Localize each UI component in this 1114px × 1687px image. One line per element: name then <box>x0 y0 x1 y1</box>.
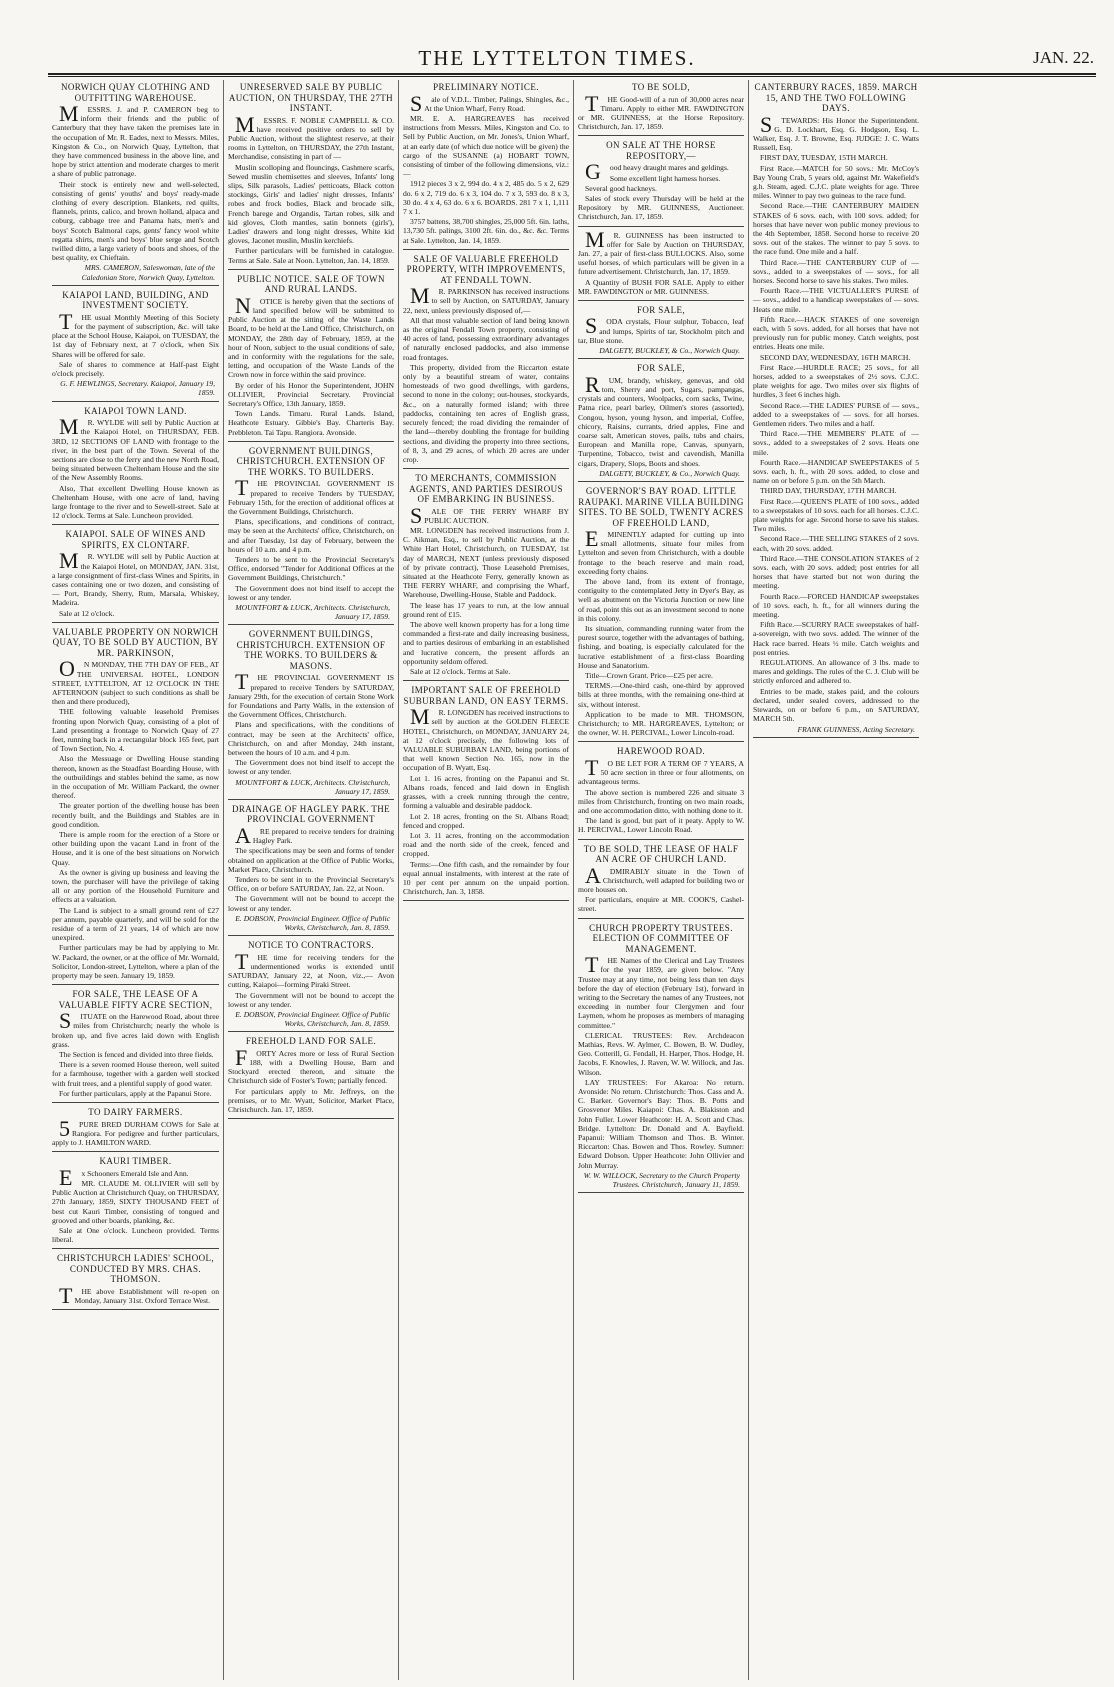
ad-paragraph: Sale at 12 o'clock. Terms at Sale. <box>410 667 511 677</box>
ad-paragraph: Sale of V.D.L. Timber, Palings, Shingles, &c., At the Union Wharf, Ferry Road. <box>410 90 569 116</box>
ad-paragraph: As the owner is giving up business and leaving the town, the purchaser will have the privilege of taking all or any portion of the Household Furniture and effects at a valuation. <box>52 867 219 905</box>
ad-paragraph: Plans and specifications, with the conditions of contract, may be seen at the Architects' office, Christchurch, on and after Monday, 24th instant, between the hours of 10 a.m. and 4 p.m. <box>228 720 394 757</box>
ad-heading: FOR SALE, <box>636 363 686 374</box>
advertisement <box>52 529 219 622</box>
ad-paragraph: Sale at 12 o'clock. <box>59 608 115 618</box>
ad-paragraph: The land is good, but part of it peaty. Apply to W. H. PERCIVAL, Lower Lincoln Road. <box>578 816 744 835</box>
ad-paragraph: The above well known property has for a long time commanded a first-rate and daily increasing business, and to parties desirous of embarking in an established and lucrative concern, the present affords an opportunity seldom offered. <box>403 620 569 666</box>
ad-paragraph: MESSRS. J. and P. CAMERON beg to inform their friends and the public of Canterbury that they have taken the premises late in the occupation of Mr. R. Eades, next to Messrs. Miles, Kingston & Co., on Norwich Quay, Lyttelton, that they have commenced business in the above line, and hope by strict attention and moderate charges to merit a share of public patronage. <box>52 101 219 179</box>
ad-heading: GOVERNMENT BUILDINGS, CHRISTCHURCH. EXTENSION OF THE WORKS. TO BUILDERS. <box>236 445 386 477</box>
ad-paragraph: For particulars apply to Mr. Jeffreys, on the premises, or to Mr. Wyatt, Solicitor, Market Place, Christchurch. Jan. 17, 1859. <box>228 1086 394 1115</box>
ad-paragraph: The Government does not bind itself to accept the lowest or any tender. <box>228 758 394 777</box>
ad-paragraph: Third Race.—THE CANTERBURY CUP of — sovs., added to a sweepstakes of — sovs., for all horses. Second horse to save his stakes. Two miles. <box>753 257 919 285</box>
masthead <box>0 42 1114 72</box>
column-5 <box>748 80 923 1680</box>
advertisement <box>228 804 394 936</box>
ad-heading: TO BE SOLD, THE LEASE OF HALF AN ACRE OF CHURCH LAND. <box>583 843 739 865</box>
ad-paragraph: Entries to be made, stakes paid, and the colours declared, under sealed covers, addressed to the Stewards, on or before 6 p.m., on SATURDAY, MARCH 5th. <box>753 686 919 724</box>
ad-heading: UNRESERVED SALE BY PUBLIC AUCTION, ON THURSDAY, THE 27TH INSTANT. <box>228 82 394 113</box>
ad-paragraph: The above land, from its extent of frontage, contiguity to the contemplated Jetty in Dyer's Bay, as well as abutment on the Victoria Junction or new line of road, point this out as an investment second to none in this colony. <box>578 577 744 623</box>
ad-paragraph: A Quantity of BUSH FOR SALE. Apply to either MR. FAWDINGTON or MR. GUINNESS. <box>578 277 744 296</box>
advertisement <box>228 274 394 442</box>
ad-paragraph: Third Race.—THE MEMBERS' PLATE of — sovs., added to a sweepstakes of 2 sovs. Heats one mile. <box>753 429 919 457</box>
ad-paragraph: ADMIRABLY situate in the Town of Christchurch, well adapted for building two or more houses on. <box>578 862 744 894</box>
ad-paragraph: MR. LONGDEN has received instructions to sell by auction at the GOLDEN FLEECE HOTEL, Christchurch, on MONDAY, JANUARY 24, at 12 o'clock precisely, the following lots of VALUABLE SUBURBAN LAND, being portions of that well known Section No. 165, now in the occupation of B. Wyatt, Esq. <box>403 704 569 773</box>
ad-paragraph: First Race.—HURDLE RACE; 25 sovs., for all horses, added to a sweepstakes of 2½ sovs. C.J.C. plate weights for age. Two miles over six flights of hurdles, 3 feet 6 inches high. <box>753 362 919 400</box>
masthead-rule <box>48 73 1096 75</box>
ad-signature: DALGETY, BUCKLEY, & Co., Norwich Quay. <box>599 346 740 356</box>
ad-paragraph: By order of his Honor the Superintendent, JOHN OLLIVIER, Provincial Secretary. Provincial Secretary's Office, 13th January, 1859. <box>228 380 394 408</box>
advertisement <box>578 486 744 742</box>
advertisement <box>52 627 219 985</box>
ad-paragraph: Good heavy draught mares and geldings. <box>585 159 729 185</box>
ad-paragraph: FORTY Acres more or less of Rural Section 188, with a Dwelling House, Barn and Stockyard erected thereon, and situate the Christchurch side of Foster's Town; partially fenced. <box>228 1044 394 1086</box>
ad-heading: TO BE SOLD, <box>632 82 690 92</box>
ad-paragraph: Sales of stock every Thursday will be held at the Repository by MR. GUINNESS, Auctioneer. Christchurch, Jan. 17, 1859. <box>578 193 744 222</box>
ad-signature: W. W. WILLOCK, Secretary to the Church Property Trustees. Christchurch, January 11, 1859. <box>583 1170 740 1189</box>
ad-paragraph: THE above Establishment will re-open on Monday, January 31st. Oxford Terrace West. <box>59 1282 219 1308</box>
ad-paragraph: For further particulars, apply at the Papanui Store. <box>59 1088 212 1098</box>
advertisement <box>403 82 569 250</box>
ad-heading: GOVERNOR'S BAY ROAD. LITTLE RAUPAKI. MARINE VILLA BUILDING SITES. TO BE SOLD, TWENTY ACRES OF FREEHOLD LAND, <box>578 486 744 528</box>
ad-paragraph: The greater portion of the dwelling house has been recently built, and the Buildings and Stables are in good condition. <box>52 801 219 829</box>
ad-paragraph: Further particulars will be furnished in catalogue. Terms at Sale. Sale at Noon. Lyttelton, Jan. 14, 1859. <box>228 246 394 265</box>
ad-paragraph: MR. E. A. HARGREAVES has received instructions from Messrs. Miles, Kingston and Co. to Sell by Public Auction, on Mr. Jones's, Union Wharf, at an early date (of which due notice will be given) the cargo of the SUSANNE (a) HOBART TOWN, consisting of timber of the following dimensions, viz.:— <box>403 113 569 179</box>
ad-paragraph: The Section is fenced and divided into three fields. <box>59 1050 214 1060</box>
ad-heading: FOR SALE, <box>636 304 686 315</box>
ad-paragraph: Town Lands. Timaru. Rural Lands. Island, Heathcote Estuary. Gibbie's Bay. Charteris Bay. Prebbleton. Tai Tapu. Rangiora. Avonside. <box>228 409 394 437</box>
ad-heading: NOTICE TO CONTRACTORS. <box>247 940 375 951</box>
ad-paragraph: The Land is subject to a small ground rent of £27 per annum, payable quarterly, and will be sold for the residue of a term of 21 years, 14 of which are now unexpired. <box>52 905 219 943</box>
ad-heading: CANTERBURY RACES, 1859. MARCH 15, AND THE TWO FOLLOWING DAYS. <box>754 82 918 113</box>
ad-paragraph: Third Race.—THE CONSOLATION STAKES of 2 sovs. each, with 20 sovs. added; post entries for all horses that have started but not won during the meeting. <box>753 553 919 591</box>
ad-paragraph: MR. WYLDE will sell by Public Auction at the Kaiapoi Hotel, on THURSDAY, FEB. 3RD, 12 SECTIONS OF LAND with frontage to the river, in the best part of the Town. Several of the sections are close to the ferry and the new North Road, being situated between Cheltenham House and the site of the New Assembly Rooms. <box>52 414 219 483</box>
ad-paragraph: 3757 battens, 38,700 shingles, 25,000 5ft. 6in. laths, 13,730 5ft. palings, 3100 2ft. 6in. do., &c. &c. Terms at Sale. Lyttelton, Jan. 14, 1859. <box>403 217 569 245</box>
advertisement <box>578 746 744 839</box>
ad-paragraph: Also, That excellent Dwelling House known as Cheltenham House, with one acre of land, having large frontage to the river and to Sewell-street. Sale at 12 o'clock. Terms at Sale. Luncheon provided. <box>52 483 219 521</box>
advertisement <box>52 1107 219 1152</box>
advertisement <box>578 305 744 359</box>
ad-heading: PUBLIC NOTICE. SALE OF TOWN AND RURAL LANDS. <box>237 273 385 295</box>
advertisement <box>578 844 744 919</box>
ad-paragraph: First Race.—QUEEN'S PLATE of 100 sovs., added to a sweepstakes of 10 sovs. each for all horses. C.J.C. plate weights for age. Second horse to save his stakes. Two miles. <box>753 496 919 534</box>
ad-paragraph: Fourth Race.—THE VICTUALLER'S PURSE of — sovs., added to a handicap sweepstakes of — sovs. Heats one mile. <box>753 286 919 314</box>
ad-paragraph: Lot 1. 16 acres, fronting on the Papanui and St. Albans roads, fenced and laid down in English grasses, with a creek running through the centre, forming a valuable and desirable paddock. <box>403 773 569 811</box>
ad-paragraph: THE Good-will of a run of 30,000 acres near Timaru. Apply to either MR. FAWDINGTON or MR. GUINNESS, at the Horse Repository. Christchurch, Jan. 17, 1859. <box>578 90 744 132</box>
ad-paragraph: Sale at One o'clock. Luncheon provided. Terms liberal. <box>52 1225 219 1245</box>
ad-paragraph: This property, divided from the Riccarton estate only by a beautiful stream of water, contains homesteads of two good dwellings, with gardens, second to none in the colony; out-houses, stockyards, &c., on a naturally formed island; with three paddocks, containing ten acres of English grass, securely fenced; the road dividing the remainder of the land—thereby doubling the frontage for building sections, and dividing the property into three sections, of 8, 3, and 29 acres, of which 20 acres are under crop. <box>403 362 569 464</box>
masthead-rule-thin <box>48 76 1096 77</box>
ad-paragraph: FIRST DAY, TUESDAY, 15TH MARCH. <box>760 153 888 163</box>
ad-heading: KAURI TIMBER. <box>99 1156 172 1167</box>
advertisement <box>52 1253 219 1310</box>
ad-paragraph: ON MONDAY, THE 7TH DAY OF FEB., AT THE UNIVERSAL HOTEL, LONDON STREET, LYTTELTON, AT 12 O'CLOCK IN THE AFTERNOON (subject to such conditions as shall be then and there produced), <box>52 656 219 707</box>
column-2 <box>223 80 398 1680</box>
advertisement <box>228 1036 394 1119</box>
ad-heading: KAIAPOI. SALE OF WINES AND SPIRITS, EX CLONTARF. <box>65 529 206 550</box>
ad-paragraph: 1912 pieces 3 x 2, 994 do. 4 x 2, 485 do. 5 x 2, 629 do. 6 x 2, 719 do. 6 x 3, 104 do. 7 x 3, 593 do. 8 x 3, 30 do. 4 x 4, 63 do. 6 x 6. BOARDS. 281 7 x 1, 1,111 7 x 1. <box>403 179 569 216</box>
ad-paragraph: THE PROVINCIAL GOVERNMENT IS prepared to receive Tenders by TUESDAY, February 15th, for the erection of additional offices at the Government Buildings, Christchurch. <box>228 475 394 516</box>
ad-paragraph: MR. WYLDE will sell by Public Auction at the Kaiapoi Hotel, on MONDAY, JAN. 31st, a large consignment of first-class Wines and Spirits, in cases containing one or two dozen, and consisting of — Port, Brandy, Sherry, Rum, Marsala, Whiskey, Madeira. <box>52 548 219 608</box>
advertisement <box>52 1156 219 1249</box>
ad-paragraph: Sale of shares to commence at Half-past Eight o'clock precisely. <box>52 359 219 379</box>
ad-signature: G. F. HEWLINGS, Secretary. Kaiapoi, January 19, 1859. <box>60 379 215 398</box>
ad-paragraph: ARE prepared to receive tenders for draining Hagley Park. <box>235 822 394 848</box>
ad-paragraph: THE PROVINCIAL GOVERNMENT IS prepared to receive Tenders by SATURDAY, January 29th, for the execution of certain Stone Work for Foundations and Party Walls, in the extension of the Government Offices, Christchurch. <box>228 669 394 720</box>
ad-paragraph: Some excellent light harness horses. <box>609 173 721 183</box>
ad-heading: FREEHOLD LAND FOR SALE. <box>245 1036 377 1047</box>
advertisement <box>228 629 394 800</box>
ad-signature: MOUNTFORT & LUCK, Architects. Christchurch, January 17, 1859. <box>235 602 390 622</box>
issue-date: JAN. 22. <box>1033 48 1094 67</box>
ad-heading: GOVERNMENT BUILDINGS, CHRISTCHURCH. EXTENSION OF THE WORKS. TO BUILDERS & MASONS. <box>236 629 386 671</box>
ad-paragraph: Lot 2. 18 acres, fronting on the St. Albans Road; fenced and cropped. <box>403 811 569 830</box>
ad-paragraph: There is ample room for the erection of a Store or other building upon the vacant Land in front of the House, and it is one of the best situations on Norwich Quay. <box>52 830 219 867</box>
ad-paragraph: SECOND DAY, WEDNESDAY, 16TH MARCH. <box>760 352 911 362</box>
ad-paragraph: CLERICAL TRUSTEES: Rev. Archdeacon Mathias, Revs. W. Aylmer, C. Bowen, B. W. Dudley, Geo. Cotterill, G. Fendall, H. Harper, Thos. Hodge, H. Jacobs, F. Knowles, J. Raven, W. W. Willock, and Jas. Wilson. <box>578 1030 744 1077</box>
advertisement <box>578 226 744 301</box>
advertisement <box>228 82 394 270</box>
ad-paragraph: SODA crystals, Flour sulphur, Tobacco, leaf and lumps, Spirits of tar, Stockholm pitch and tar, Blue stone. <box>578 313 744 345</box>
ad-paragraph: First Race.—MATCH for 50 sovs.: Mr. McCoy's Bay Young Crab, 5 years old, against Mr. Wakefield's g.h. Steam, aged. C.J.C. plate weights for age. Three miles. Winner to pay two guineas to the race fund. <box>753 163 919 201</box>
advertisement <box>753 82 919 738</box>
advertisement <box>578 363 744 482</box>
ad-paragraph: MR. LONGDEN has received instructions from J. C. Aikman, Esq., to sell by Public Auction, at the White Hart Hotel, Christchurch, on TUESDAY, 1st day of MARCH, NEXT (unless previously disposed of by private contract), Those Leasehold Premises, situated at the Heathcote Ferry, generally known as THE FERRY WHARF, and comprising the Wharf, Warehouse, Dwelling-House, Stable and Paddock. <box>403 526 569 600</box>
advertisement <box>578 140 744 226</box>
ad-paragraph: TO BE LET FOR A TERM OF 7 YEARS, A 50 acre section in three or four allotments, on advantageous terms. <box>578 754 744 787</box>
ad-signature: MRS. CAMERON, Saleswoman, late of the Caledonian Store, Norwich Quay, Lyttelton. <box>81 263 215 282</box>
ad-paragraph: All that most valuable section of land being known as the original Fendall Town property, consisting of 40 acres of land, possessing extraordinary advantages of naturally enclosed paddocks, and also immense road frontages. <box>403 315 569 362</box>
ad-paragraph: STEWARDS: His Honor the Superintendent. G. D. Lockhart, Esq. G. Hodgson, Esq. L. Walker, Esq. J. T. Browne, Esq. JUDGE: J. C. Watts Russell, Esq. <box>753 111 919 153</box>
ad-heading: FOR SALE, THE LEASE OF A VALUABLE FIFTY ACRE SECTION, <box>58 989 213 1010</box>
column-3 <box>398 80 573 1680</box>
advertisement <box>52 82 219 286</box>
ad-paragraph: Fourth Race.—HANDICAP SWEEPSTAKES of 5 sovs. each, h. ft., with 20 sovs. added, to close and name on or before 5 p.m. on the 5th March. <box>753 457 919 486</box>
ad-paragraph: Ex Schooners Emerald Isle and Ann. <box>59 1164 189 1190</box>
ad-paragraph: 5PURE BRED DURHAM COWS for Sale at Rangiora. For pedigree and further particulars, apply to J. HAMILTON WARD. <box>52 1115 219 1147</box>
advertisement <box>52 290 219 402</box>
advertisement <box>403 685 569 901</box>
ad-paragraph: Also the Messuage or Dwelling House standing thereon, known as the Steadfast Boarding House, with the outbuildings and stables behind the same, as now in the occupation of Mr. William Packard, the owner thereof. <box>52 754 219 801</box>
ad-heading: CHURCH PROPERTY TRUSTEES. ELECTION OF COMMITTEE OF MANAGEMENT. <box>589 922 733 954</box>
ad-paragraph: MR. PARKINSON has received instructions to sell by Auction, on SATURDAY, January 22, next, unless previously disposed of,— <box>403 283 569 315</box>
ad-paragraph: Its situation, commanding running water from the purest source, together with the advantages of bathing, fishing, and boating, is especially calculated for the lucrative establishment of a first-class Boarding House and Sanatorium. <box>578 624 744 670</box>
ad-paragraph: Further particulars may be had by applying to Mr. W. Packard, the owner, or at the office of Mr. Wornald, Solicitor, London-street, Lyttelton, where a plan of the property may be seen. January 19, 1859. <box>52 943 220 981</box>
ad-paragraph: MR. GUINNESS has been instructed to offer for Sale by Auction on THURSDAY, Jan. 27, a pair of first-class BULLOCKS. Also, some useful horses, of which particulars will be given in a future advertisement. Christchurch, Jan. 17, 1859. <box>578 226 744 277</box>
ad-paragraph: Terms:—One fifth cash, and the remainder by four equal annual instalments, with interest at the rate of 10 per cent per annum on the unpaid portion. Christchurch, Jan. 3, 1858. <box>403 859 569 897</box>
ad-heading: DRAINAGE OF HAGLEY PARK. THE PROVINCIAL GOVERNMENT <box>231 803 391 825</box>
ad-paragraph: Plans, specifications, and conditions of contract, may be seen at the Architects' office, Christchurch, on and after Tuesday, 1st day of February, between the hours of 10 a.m. and 4 p.m. <box>228 517 394 554</box>
ad-paragraph: The Government will not be bound to accept the lowest or any tender. <box>228 894 394 913</box>
ad-paragraph: Several good hackneys. <box>585 183 657 193</box>
ad-paragraph: SALE OF THE FERRY WHARF BY PUBLIC AUCTION. <box>410 502 569 528</box>
ad-heading: NORWICH QUAY CLOTHING AND OUTFITTING WAREHOUSE. <box>60 82 211 103</box>
column-1 <box>48 80 223 1680</box>
advertisement <box>403 473 569 681</box>
ad-paragraph: THE usual Monthly Meeting of this Society for the payment of subscription, &c. will take place at the School House, Kaiapoi, on TUESDAY, the 1st day of February next, at 7 o'clock, when Six Shares will be offered for sale. <box>52 308 219 359</box>
ad-heading: ON SALE AT THE HORSE REPOSITORY,— <box>606 140 716 161</box>
columns <box>48 80 1096 1680</box>
ad-paragraph: SITUATE on the Harewood Road, about three miles from Christchurch; nearly the whole is broken up, and five acres laid down with English grass. <box>52 1008 219 1049</box>
ad-paragraph: For particulars, enquire at MR. COOK'S, Cashel-street. <box>578 895 744 914</box>
ad-paragraph: THE time for receiving tenders for the undermentioned works is extended until SATURDAY, January 22, at Noon, viz.,— Avon cutting, Kaiapoi—forming Piraki Street. <box>228 948 394 990</box>
ad-paragraph: LAY TRUSTEES: For Akaroa: No return. Avonside: No return. Christchurch: Thos. Cass and A. C. Barker. Governor's Bay: Thos. B. Potts and Grosvenor Miles. Kaiapoi: Chas. A. Blakiston and John Fuller. Lower Heathcote: H. A. Scott and Chas. Bridge. Lyttelton: Dr. Donald and A. Bayfield. Papanui: William Thomson and Thos. B. Winter. Riccarton: Chas. Bowen and Thos. Rowley. Sumner: Edward Dobson. Upper Heathcote: John Ollivier and John Murray. <box>578 1077 744 1170</box>
advertisement <box>52 989 219 1103</box>
column-4 <box>573 80 748 1680</box>
ad-paragraph: Title—Crown Grant. Price—£25 per acre. <box>585 671 713 681</box>
ad-paragraph: THE Names of the Clerical and Lay Trustees for the year 1859, are given below. "Any Trustee may at any time, not being less than ten days before the day of election (February 1st), forward in writing to the Secretary the names of any Trustees, not exceeding in number four Clergymen and four Laymen, whom he proposes as members of managing committee." <box>578 952 744 1030</box>
ad-paragraph: The lease has 17 years to run, at the low annual ground rent of £15. <box>403 600 569 619</box>
ad-signature: FRANK GUINNESS, Acting Secretary. <box>797 724 915 734</box>
ad-paragraph: Muslin scolloping and flouncings, Cashmere scarfs, Sewed muslin chemisettes and sleeves, Infants' long slips, Silk parasols, Ladies' petticoats, Black cotton stockings, Girls' and ladies' night dresses, Infants' robes and frock bodies, Black and brocade silk, French barege and Organdis, Tartan robes, silk and kid gloves, Cloth mantles, satin bonnets (girls'), Ladies' drawers and long night dresses, White kid gloves, Jaconet muslin, Muslin kerchiefs. <box>228 162 394 246</box>
ad-signature: E. DOBSON, Provincial Engineer. Office of Public Works, Christchurch, Jan. 8, 1859. <box>235 1009 390 1029</box>
ad-heading: SALE OF VALUABLE FREEHOLD PROPERTY, WITH IMPROVEMENTS, AT FENDALL TOWN. <box>406 253 566 285</box>
ad-paragraph: EMINENTLY adapted for cutting up into small allotments, situate four miles from Lyttelton and seven from Christchurch, with a double frontage to the beach reserve and main road, exceeding forty chains. <box>578 526 744 576</box>
ad-paragraph: MR. CLAUDE M. OLLIVIER will sell by Public Auction at Christchurch Quay, on THURSDAY, 27th January, 1859, SIXTY THOUSAND FEET of best cut Kauri Timber, consisting of tongued and grooved and other boards, planking, &c. <box>52 1178 219 1225</box>
ad-signature: E. DOBSON, Provincial Engineer. Office of Public Works, Christchurch, Jan. 8, 1859. <box>235 913 390 933</box>
ad-heading: PRELIMINARY NOTICE. <box>433 82 539 92</box>
ad-paragraph: TERMS.—One-third cash, one-third by approved bills at three months, with the remaining one-third at six, without interest. <box>578 681 744 709</box>
advertisement <box>228 940 394 1032</box>
ad-paragraph: THIRD DAY, THURSDAY, 17TH MARCH. <box>760 486 897 496</box>
ad-paragraph: REGULATIONS. An allowance of 3 lbs. made to mares and geldings. The rules of the C. J. Club will be strictly enforced and adhered to. <box>753 658 919 686</box>
ad-heading: HAREWOOD ROAD. <box>616 746 706 757</box>
ad-heading: CHRISTCHURCH LADIES' SCHOOL, CONDUCTED BY MRS. CHAS. THOMSON. <box>56 1253 215 1285</box>
ad-paragraph: Application to be made to MR. THOMSON, Christchurch; to MR. HARGREAVES, Lyttelton; or the owner, W. H. PERCIVAL, Lower Lincoln-road. <box>578 709 744 738</box>
ad-paragraph: Second Race.—THE LADIES' PURSE of — sovs., added to a sweepstakes of — sovs. for all horses. Gentlemen riders. Two miles and a half. <box>753 400 919 428</box>
advertisement <box>403 254 569 469</box>
ad-paragraph: The Government will not be bound to accept the lowest or any tender. <box>228 990 394 1009</box>
ad-paragraph: Second Race.—THE CANTERBURY MAIDEN STAKES of 6 sovs. each, with 100 sovs. added; for horses that have never won public money previous to the 4th September, 1858. Second horse to receive 20 sovs. out of the stakes. The winner to pay 5 sovs. to the race fund. One mile and a half. <box>753 201 919 257</box>
ad-paragraph: Fifth Race.—HACK STAKES of one sovereign each, with 5 sovs. added, for all horses that have not previously run for public money. Catch weights, post entries. Heats one mile. <box>753 314 919 352</box>
advertisement <box>228 446 394 626</box>
ad-paragraph: There is a seven roomed House thereon, well suited for a farmhouse, together with a garden well stocked with fruit trees, and a plentiful supply of good water. <box>52 1060 219 1088</box>
ad-paragraph: Their stock is entirely new and well-selected, consisting of gents' youths' and boys' ready-made clothing of every description. Blankets, red quilts, flannels, prints, calico, and brown holland, alpaca and coburg, cabbage tree and Panama hats, men's and boys' Scotch Balmoral caps, gents' fancy wool white regatta shirts, men's and boys' blue serge and Scotch twilled ditto, a large variety of boots and shoes, of the best quality, ex Chieftain. <box>52 179 219 263</box>
ad-paragraph: RUM, brandy, whiskey, genevas, and old tom, Sherry and port, Sugars, pampangas, crystals and counters, Woolpacks, corn sacks, Twine, Patna rice, pearl barley, Oilmen's stores (assorted), Congou, hyson, young hyson, and imperial, Coffee, chicory, Raisins, currants, dried apples, Fine and coarse salt, American stoves, pails, tubs and chairs, European and Manilla rope, Canvas, spunyarn, Turpentine, Tobacco, twist and cavendish, Manilla cigars, Drapery, Slops, Boots and shoes. <box>578 371 744 468</box>
ad-paragraph: Tenders to be sent in to the Provincial Secretary's Office, on or before SATURDAY, Jan. 22, at Noon. <box>228 875 394 894</box>
ad-paragraph: The Government does not bind itself to accept the lowest or any tender. <box>228 583 394 602</box>
ad-heading: KAIAPOI LAND, BUILDING, AND INVESTMENT SOCIETY. <box>62 289 209 311</box>
advertisement <box>52 406 219 526</box>
ad-heading: VALUABLE PROPERTY ON NORWICH QUAY, TO BE SOLD BY AUCTION, BY MR. PARKINSON, <box>52 626 219 658</box>
ad-paragraph: Lot 3. 11 acres, fronting on the accommodation road and the north side of the creek, fenced and cropped. <box>403 830 569 859</box>
ad-paragraph: THE following valuable leasehold Premises fronting upon Norwich Quay, consisting of a plot of Land presenting a frontage to Norwich Quay of 27 feet, running back in a rectangular block 165 feet, part of Town Section, No. 4. <box>52 707 219 754</box>
advertisement <box>578 82 744 136</box>
ad-paragraph: NOTICE is hereby given that the sections of land specified below will be submitted to Public Auction at the sitting of the Waste Lands Board, to be held at the Land Office, Christchurch, on MONDAY, the 28th day of February, 1859, at the hour of Noon, subject to the usual conditions of sale, and in conformity with the regulations for the sale, letting, and occupation of the Waste Lands of the Crown now in force within the said province. <box>228 292 394 380</box>
ad-signature: DALGETY, BUCKLEY, & Co., Norwich Quay. <box>599 468 740 478</box>
ad-heading: TO DAIRY FARMERS. <box>88 1107 183 1118</box>
ad-paragraph: Fifth Race.—SCURRY RACE sweepstakes of half-a-sovereign, with two sovs. added. The winner of the Hack race barred. Heats ½ mile. Catch weights and post entries. <box>753 620 919 657</box>
ad-heading: KAIAPOI TOWN LAND. <box>84 405 187 416</box>
ad-signature: MOUNTFORT & LUCK, Architects. Christchurch, January 17, 1859. <box>235 777 390 796</box>
newspaper-title: THE LYTTELTON TIMES. <box>418 46 696 70</box>
ad-paragraph: Tenders to be sent to the Provincial Secretary's Office, endorsed "Tender for Additional Offices at the Government Buildings, Christchurch." <box>228 554 394 583</box>
ad-paragraph: Second Race.—THE SELLING STAKES of 2 sovs. each, with 20 sovs. added. <box>753 534 919 553</box>
ad-paragraph: MESSRS. F. NOBLE CAMPBELL & CO. have received positive orders to sell by Public Auction, without the slightest reserve, at their rooms in Lyttelton, on THURSDAY, the 27th Instant, Merchandise, consisting in part of — <box>228 111 394 162</box>
advertisement <box>578 923 744 1194</box>
ad-heading: TO MERCHANTS, COMMISSION AGENTS, AND PARTIES DESIROUS OF EMBARKING IN BUSINESS. <box>409 473 563 505</box>
ad-paragraph: The above section is numbered 226 and situate 3 miles from Christchurch, fronting on two main roads, and one accommodation ditto, with nothing done to it. <box>578 787 744 815</box>
ad-paragraph: Fourth Race.—FORCED HANDICAP sweepstakes of 10 sovs. each, h. ft., for all winners during the meeting. <box>753 591 919 620</box>
ad-paragraph: The specifications may be seen and forms of tender obtained on application at the Office of Public Works, Market Place, Christchurch. <box>228 846 394 874</box>
ad-heading: IMPORTANT SALE OF FREEHOLD SUBURBAN LAND, ON EASY TERMS. <box>403 685 569 706</box>
